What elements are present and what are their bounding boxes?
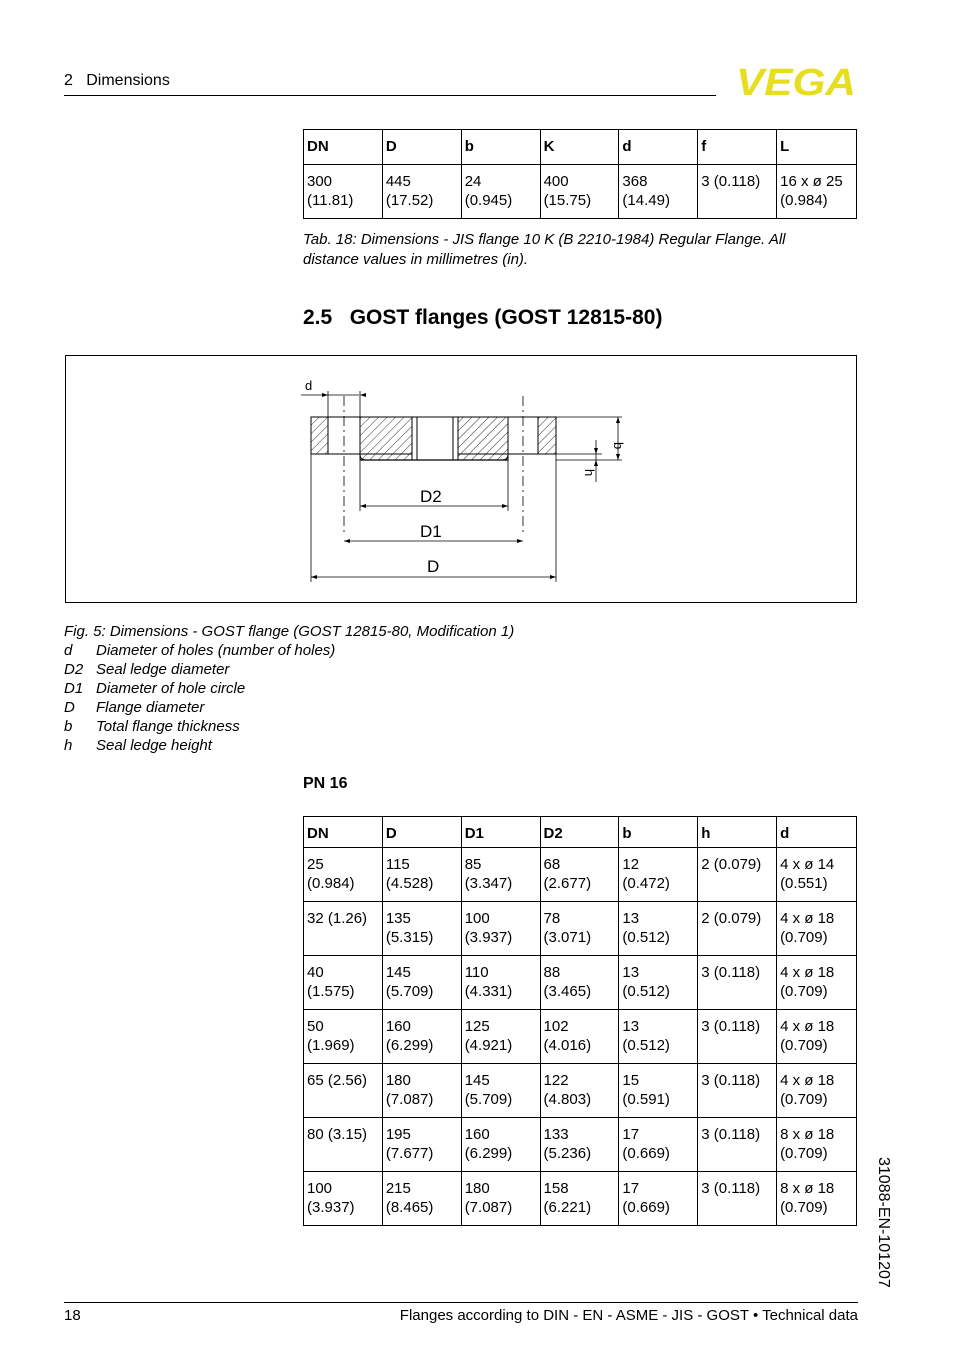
cell-line: (5.236) [543, 1145, 592, 1162]
label-D: D [427, 557, 440, 576]
cell-line: (0.512) [622, 983, 670, 1000]
table-cell [304, 1010, 383, 1064]
table-cell [619, 1118, 698, 1172]
bore [412, 417, 458, 460]
column-header: DN [304, 817, 383, 848]
column-header: DN [304, 130, 383, 165]
cell-line: (3.937) [307, 1199, 355, 1216]
cell-line: 24 [464, 173, 482, 190]
cell-line: (5.709) [385, 983, 434, 1000]
legend-key: b [64, 718, 73, 735]
legend-text: Diameter of hole circle [96, 680, 246, 697]
hatch-right-inner [458, 417, 508, 460]
table-cell [304, 1118, 383, 1172]
legend-text: Flange diameter [96, 699, 205, 716]
table-cell [382, 848, 461, 902]
cell-line: (11.81) [307, 192, 354, 209]
cell-line: 158 [543, 1180, 569, 1197]
cell-line: 32 (1.26) [307, 910, 368, 927]
cell-line: (0.945) [464, 192, 513, 209]
cell-line: 368 [622, 173, 648, 190]
legend-item [64, 641, 514, 660]
section-title: 2.5 GOST flanges (GOST 12815-80) [303, 306, 663, 329]
cell-line: (5.709) [464, 1091, 513, 1108]
cell-line: (6.299) [385, 1037, 434, 1054]
cell-line: 125 [464, 1018, 490, 1035]
cell-line: (0.709) [780, 983, 828, 1000]
table-cell [540, 902, 619, 956]
legend-key: h [64, 737, 73, 754]
cell-line: (0.709) [780, 929, 828, 946]
column-header: h [698, 817, 777, 848]
cell-line: (6.299) [464, 1145, 513, 1162]
footer-title: Flanges according to DIN - EN - ASME - JIS - GOST • Technical data [399, 1307, 858, 1324]
column-header: d [777, 817, 857, 848]
legend-item [64, 698, 514, 717]
table-caption-line: distance values in millimetres (in). [303, 251, 529, 268]
cell-line: (5.315) [385, 929, 434, 946]
cell-line: 195 [385, 1126, 411, 1143]
cell-line: (4.803) [543, 1091, 592, 1108]
cell-line: 2 (0.079) [701, 856, 762, 873]
table-cell [777, 1118, 857, 1172]
logo-wordmark: VEGA [736, 64, 856, 98]
document-id-text: 31088-EN-101207 [875, 1157, 892, 1288]
table-cell [698, 1172, 777, 1226]
jis-flange-table [303, 129, 857, 219]
table-cell [619, 165, 698, 219]
table-cell [304, 956, 383, 1010]
cell-line: 12 [622, 856, 640, 873]
legend-key: D2 [64, 661, 84, 678]
cell-line: (7.087) [385, 1091, 434, 1108]
figure-frame [65, 355, 857, 603]
cell-line: (3.347) [464, 875, 513, 892]
table-cell [382, 902, 461, 956]
table-cell [382, 1010, 461, 1064]
column-header: f [698, 130, 777, 165]
cell-line: 80 (3.15) [307, 1126, 368, 1143]
table-cell [304, 902, 383, 956]
figure-caption: Fig. 5: Dimensions - GOST flange (GOST 12815-80, Modification 1) [64, 623, 515, 640]
table-row [304, 1064, 857, 1118]
legend-item [64, 660, 514, 679]
cell-line: 100 [307, 1180, 333, 1197]
cell-line: 25 [307, 856, 324, 873]
cell-line: 65 (2.56) [307, 1072, 368, 1089]
table-cell [777, 848, 857, 902]
cell-line: (1.969) [307, 1037, 355, 1054]
cell-line: 445 [385, 173, 411, 190]
cell-line: (3.937) [464, 929, 513, 946]
table-cell [777, 956, 857, 1010]
table-row [304, 956, 857, 1010]
table-cell [304, 1064, 383, 1118]
cell-line: (4.016) [543, 1037, 592, 1054]
table-row [304, 1172, 857, 1226]
label-h: h [582, 469, 597, 477]
cell-line: (4.921) [464, 1037, 513, 1054]
cell-line: 17 [622, 1126, 640, 1143]
cell-line: 180 [464, 1180, 490, 1197]
document-id [873, 1155, 897, 1305]
cell-line: (6.221) [543, 1199, 592, 1216]
vega-logo [736, 64, 858, 98]
hatch-right-outer [538, 417, 556, 454]
cell-line: 215 [385, 1180, 411, 1197]
cell-line: 78 [543, 910, 561, 927]
cell-line: 133 [543, 1126, 569, 1143]
legend-key: D [64, 699, 75, 716]
legend-text: Seal ledge diameter [96, 661, 230, 678]
table-cell [777, 902, 857, 956]
table-cell [540, 1172, 619, 1226]
table-cell [777, 1064, 857, 1118]
cell-line: (17.52) [385, 192, 434, 209]
label-d: d [305, 378, 313, 393]
table-cell [304, 1172, 383, 1226]
table-caption [303, 230, 786, 270]
cell-line: 110 [464, 964, 489, 981]
cell-line: 2 (0.079) [701, 910, 762, 927]
cell-line: 88 [543, 964, 561, 981]
column-header: d [619, 130, 698, 165]
table-cell [461, 902, 540, 956]
column-header: D2 [540, 817, 619, 848]
table-cell [540, 1010, 619, 1064]
cell-line: (0.512) [622, 1037, 670, 1054]
cell-line: 8 x ø 18 [780, 1180, 835, 1197]
table-cell [304, 165, 383, 219]
table-cell [461, 848, 540, 902]
cell-line: 145 [464, 1072, 490, 1089]
table-cell [382, 1172, 461, 1226]
cell-line: (0.551) [780, 875, 828, 892]
table-cell [777, 165, 857, 219]
table-cell [619, 902, 698, 956]
table-row [304, 1010, 857, 1064]
table-cell [698, 956, 777, 1010]
table-cell [461, 1172, 540, 1226]
cell-line: (7.087) [464, 1199, 513, 1216]
cell-line: 160 [464, 1126, 490, 1143]
flange-drawing [66, 356, 858, 604]
column-header: b [619, 817, 698, 848]
cell-line: 115 [385, 856, 410, 873]
cell-line: 3 (0.118) [701, 1180, 761, 1197]
table-cell [698, 902, 777, 956]
table-cell [698, 1010, 777, 1064]
table1-header-row [304, 130, 857, 165]
legend-item [64, 736, 514, 755]
cell-line: (0.709) [780, 1037, 828, 1054]
cell-line: (0.472) [622, 875, 670, 892]
cell-line: 100 [464, 910, 490, 927]
header-rule [64, 95, 716, 96]
table-row [304, 1118, 857, 1172]
table-cell [619, 1064, 698, 1118]
cell-line: 13 [622, 910, 640, 927]
cell-line: (0.591) [622, 1091, 670, 1108]
cell-line: (15.75) [543, 192, 592, 209]
cell-line: 102 [543, 1018, 569, 1035]
legend-text: Diameter of holes (number of holes) [96, 642, 336, 659]
cell-line: 135 [385, 910, 411, 927]
table-cell [461, 1010, 540, 1064]
table-cell [461, 1064, 540, 1118]
cell-line: 50 [307, 1018, 324, 1035]
legend-text: Total flange thickness [96, 718, 240, 735]
cell-line: (0.669) [622, 1145, 670, 1162]
table-cell [540, 1118, 619, 1172]
cell-line: 4 x ø 14 [780, 856, 835, 873]
hatch-left-outer [311, 417, 328, 454]
cell-line: 3 (0.118) [701, 1072, 761, 1089]
cell-line: (0.709) [780, 1145, 828, 1162]
footer-rule [64, 1302, 858, 1303]
cell-line: 4 x ø 18 [780, 910, 835, 927]
cell-line: (3.465) [543, 983, 592, 1000]
cell-line: (2.677) [543, 875, 592, 892]
cell-line: 13 [622, 964, 640, 981]
hatch-left-inner [360, 417, 412, 460]
table-row [304, 848, 857, 902]
table-cell [619, 1172, 698, 1226]
cell-line: (0.709) [780, 1199, 828, 1216]
column-header: b [461, 130, 540, 165]
cell-line: 3 (0.118) [701, 1018, 761, 1035]
table-cell [382, 1064, 461, 1118]
table-cell [540, 848, 619, 902]
cell-line: 180 [385, 1072, 411, 1089]
cell-line: 4 x ø 18 [780, 964, 835, 981]
cell-line: (7.677) [385, 1145, 434, 1162]
table-cell [619, 956, 698, 1010]
cell-line: (4.331) [464, 983, 513, 1000]
column-header: L [777, 130, 857, 165]
cell-line: 17 [622, 1180, 640, 1197]
legend-text: Seal ledge height [96, 737, 212, 754]
column-header: D [382, 817, 461, 848]
cell-line: 40 [307, 964, 324, 981]
cell-line: (0.984) [307, 875, 355, 892]
table-cell [777, 1172, 857, 1226]
cell-line: 122 [543, 1072, 569, 1089]
table-cell [777, 1010, 857, 1064]
cell-line: 8 x ø 18 [780, 1126, 835, 1143]
cell-line: 4 x ø 18 [780, 1018, 835, 1035]
legend-key: D1 [64, 680, 84, 697]
table-cell [698, 165, 777, 219]
cell-line: 16 x ø 25 [780, 173, 843, 190]
pn16-header-row [304, 817, 857, 848]
cell-line: (3.071) [543, 929, 592, 946]
label-D2: D2 [420, 487, 442, 506]
table-cell [461, 1118, 540, 1172]
cell-line: (0.512) [622, 929, 670, 946]
pn16-heading: PN 16 [303, 775, 348, 792]
column-header: K [540, 130, 619, 165]
gost-pn16-table [303, 816, 857, 1226]
figure-legend [64, 622, 514, 755]
table-cell [461, 165, 540, 219]
legend-item [64, 679, 514, 698]
column-header: D1 [461, 817, 540, 848]
label-D1: D1 [420, 522, 442, 541]
table-cell [698, 1118, 777, 1172]
cell-line: 400 [543, 173, 569, 190]
cell-line: 15 [622, 1072, 640, 1089]
table-caption-line: Tab. 18: Dimensions - JIS flange 10 K (B 2210-1984) Regular Flange. All [303, 231, 786, 248]
table-cell [698, 848, 777, 902]
running-header: 2 Dimensions [64, 72, 170, 89]
table-cell [461, 956, 540, 1010]
cell-line: (14.49) [622, 192, 670, 209]
column-header: D [382, 130, 461, 165]
cell-line: 145 [385, 964, 411, 981]
cell-line: 85 [464, 856, 482, 873]
cell-line: (0.709) [780, 1091, 828, 1108]
cell-line: 300 [307, 173, 333, 190]
page-number: 18 [64, 1307, 81, 1324]
table-cell [382, 165, 461, 219]
cell-line: 68 [543, 856, 561, 873]
cell-line: 3 (0.118) [701, 1126, 761, 1143]
cell-line: (0.984) [780, 192, 828, 209]
table-cell [382, 956, 461, 1010]
table-cell [382, 1118, 461, 1172]
cell-line: 3 (0.118) [701, 173, 761, 190]
cell-line: 13 [622, 1018, 640, 1035]
cell-line: (8.465) [385, 1199, 434, 1216]
cell-line: (0.669) [622, 1199, 670, 1216]
table-cell [540, 1064, 619, 1118]
table-cell [619, 848, 698, 902]
table-row [304, 902, 857, 956]
label-b: b [611, 442, 626, 450]
cell-line: 160 [385, 1018, 411, 1035]
table-cell [304, 848, 383, 902]
table-cell [540, 165, 619, 219]
cell-line: 4 x ø 18 [780, 1072, 835, 1089]
table-cell [698, 1064, 777, 1118]
table-cell [619, 1010, 698, 1064]
legend-key: d [64, 642, 73, 659]
table-row [304, 165, 857, 219]
legend-item [64, 717, 514, 736]
cell-line: (1.575) [307, 983, 355, 1000]
cell-line: (4.528) [385, 875, 434, 892]
table-cell [540, 956, 619, 1010]
cell-line: 3 (0.118) [701, 964, 761, 981]
